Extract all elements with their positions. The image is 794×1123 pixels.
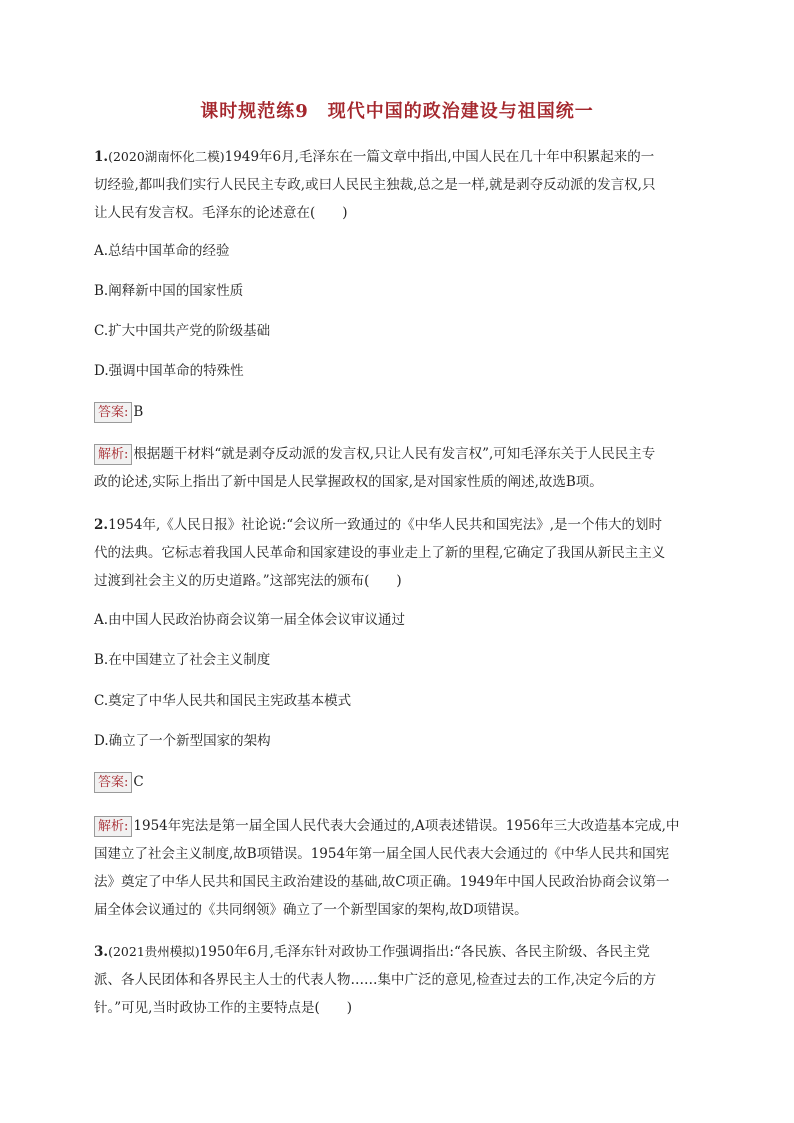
question-1-stem-text: 1949年6月,毛泽东在一篇文章中指出,中国人民在几十年中积累起来的一	[224, 149, 655, 165]
answer-value: B	[133, 404, 144, 420]
question-3-stem-text: 1950年6月,毛泽东针对政协工作强调指出:“各民族、各民主阶级、各民主党	[199, 944, 650, 960]
question-2-option-b: B.在中国建立了社会主义制度	[94, 652, 271, 668]
page-title: 课时规范练9 现代中国的政治建设与祖国统一	[200, 101, 594, 122]
question-1-line-2: 切经验,都叫我们实行人民民主专政,或曰人民民主独裁,总之是一样,就是剥夺反动派的发言权,只	[94, 177, 656, 193]
question-3-line-2: 派、各人民团体和各界民主人士的代表人物……集中广泛的意见,检查过去的工作,决定今后的方	[94, 972, 657, 988]
question-2-line-3: 过渡到社会主义的历史道路。”这部宪法的颁布( )	[94, 573, 402, 589]
question-1-stem	[94, 143, 706, 227]
analysis-label: 解析:	[94, 816, 132, 837]
question-2-option-a: A.由中国人民政治协商会议第一届全体会议审议通过	[94, 612, 406, 628]
question-3-stem	[94, 938, 706, 1022]
question-2-line-1	[94, 511, 706, 539]
question-2-line-2: 代的法典。它标志着我国人民革命和国家建设的事业走上了新的里程,它确定了我国从新民主主义	[94, 545, 666, 561]
question-2-stem-text: 1954年,《人民日报》社论说:“会议所一致通过的《中华人民共和国宪法》,是一个伟大的划时	[108, 517, 662, 533]
question-3-line-3: 针。”可见,当时政协工作的主要特点是( )	[94, 1000, 352, 1016]
answer-label: 答案:	[94, 772, 132, 793]
question-1-option-b: B.阐释新中国的国家性质	[94, 283, 244, 299]
analysis-text: 届全体会议通过的《共同纲领》确立了一个新型国家的架构,故D项错误。	[94, 902, 528, 918]
analysis-label: 解析:	[94, 444, 132, 465]
answer-value: C	[133, 774, 144, 790]
question-2-answer	[94, 768, 706, 796]
question-2-stem	[94, 511, 706, 595]
question-2-option-d: D.确立了一个新型国家的架构	[94, 733, 271, 749]
question-2-number: 2.	[94, 517, 109, 533]
question-1-option-c: C.扩大中国共产党的阶级基础	[94, 323, 271, 339]
analysis-text: 1954年宪法是第一届全国人民代表大会通过的,A项表述错误。1956年三大改造基本完成,中	[133, 818, 680, 834]
question-3-number: 3.	[94, 944, 109, 960]
question-3-line-1	[94, 938, 706, 966]
analysis-text: 国建立了社会主义制度,故B项错误。1954年第一届全国人民代表大会通过的《中华人民共和国宪	[94, 846, 670, 862]
question-1-option-a: A.总结中国革命的经验	[94, 243, 230, 259]
question-1-line-1	[94, 143, 706, 171]
question-1-source: (2020湖南怀化二模)	[108, 149, 225, 164]
question-1-answer	[94, 398, 706, 426]
question-2-analysis	[94, 812, 706, 924]
question-1-analysis	[94, 440, 706, 496]
question-3-source: (2021贵州模拟)	[108, 944, 200, 959]
question-1-number: 1.	[94, 149, 109, 165]
analysis-text: 政的论述,实际上指出了新中国是人民掌握政权的国家,是对国家性质的阐述,故选B项。	[94, 474, 603, 490]
question-1-option-d: D.强调中国革命的特殊性	[94, 363, 244, 379]
analysis-text: 法》奠定了中华人民共和国民主政治建设的基础,故C项正确。1949年中国人民政治协商会议第一	[94, 874, 670, 890]
question-2-option-c: C.奠定了中华人民共和国民主宪政基本模式	[94, 693, 352, 709]
analysis-text: 根据题干材料“就是剥夺反动派的发言权,只让人民有发言权”,可知毛泽东关于人民民主专	[133, 446, 656, 462]
question-1-line-3: 让人民有发言权。毛泽东的论述意在( )	[94, 205, 348, 221]
answer-label: 答案:	[94, 402, 132, 423]
